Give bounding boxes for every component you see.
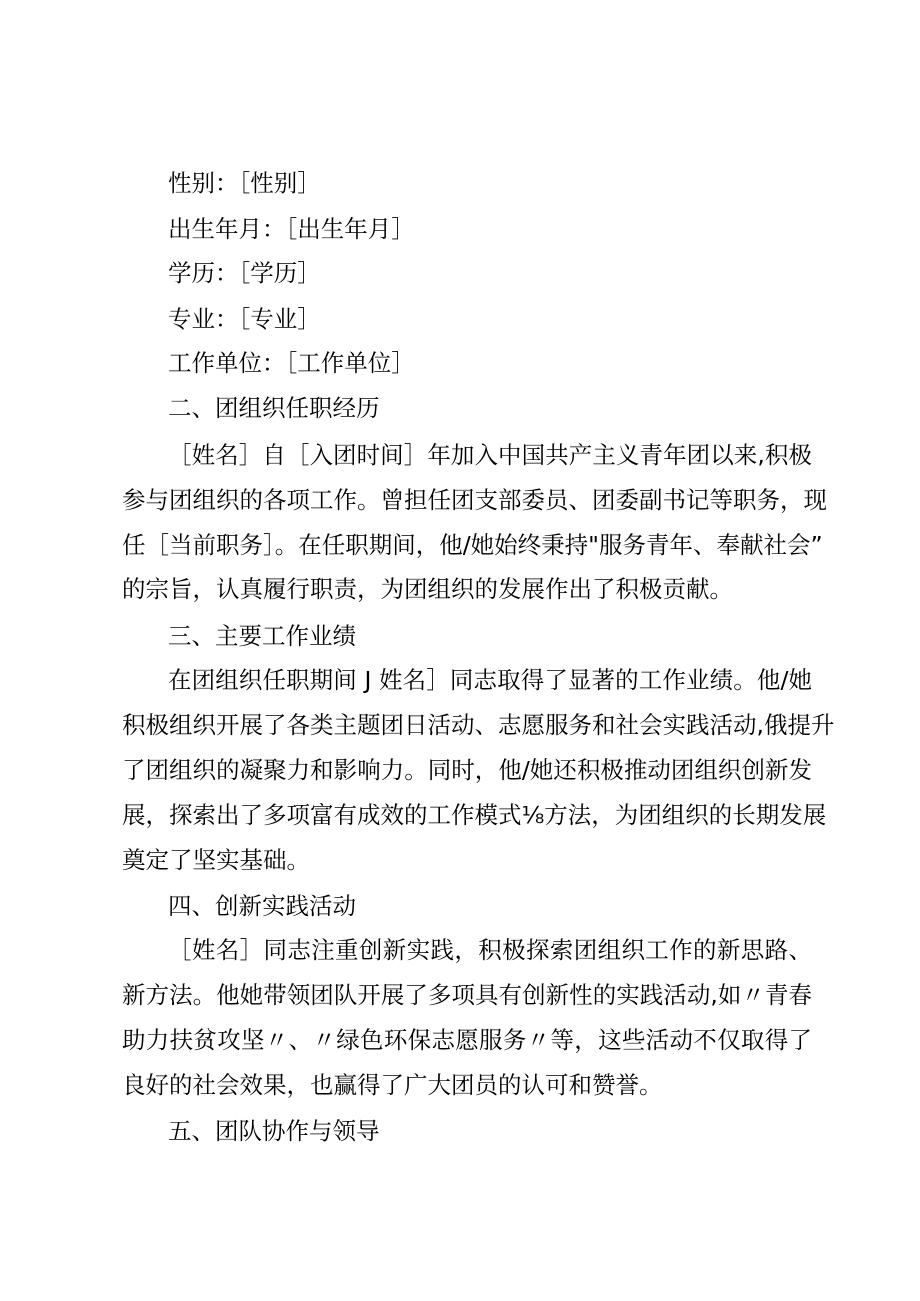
- paragraph-line: ［姓名］同志注重创新实践，积极探索团组织工作的新思路、: [168, 936, 812, 964]
- paragraph-line: 新方法。他她带领团队开展了多项具有创新性的实践活动,如〃青春: [122, 981, 812, 1009]
- paragraph-line: 的宗旨，认真履行职责，为团组织的发展作出了积极贡献。: [122, 575, 733, 603]
- section-heading-4: 四、创新实践活动: [168, 892, 356, 920]
- paragraph-line: 奠定了坚实基础。: [122, 846, 310, 874]
- section-heading-2: 二、团组织任职经历: [168, 394, 380, 422]
- paragraph-line: 展，探索出了多项富有成效的工作模式⅛方法，为团组织的长期发展: [122, 801, 827, 829]
- field-workplace: 工作单位：［工作单位］: [168, 349, 415, 377]
- paragraph-line: 积极组织开展了各类主题团日活动、志愿服务和社会实践活动,俄提升: [122, 711, 835, 739]
- field-gender: 性别：［性别］: [168, 169, 321, 197]
- section-heading-3: 三、主要工作业绩: [168, 622, 356, 650]
- field-birth: 出生年月：［出生年月］: [168, 215, 415, 243]
- field-major: 专业：［专业］: [168, 305, 321, 333]
- paragraph-line: 良好的社会效果，也赢得了广大团员的认可和赞誉。: [122, 1071, 663, 1099]
- paragraph-line: 任［当前职务］。在任职期间，他/她始终秉持"服务青年、奉献社会”: [122, 531, 823, 559]
- paragraph-line: 助力扶贫攻坚〃、〃绿色环保志愿服务〃等，这些活动不仅取得了: [122, 1026, 812, 1054]
- section-heading-5: 五、团队协作与领导: [168, 1117, 380, 1145]
- paragraph-line: 了团组织的凝聚力和影响力。同时，他/她还积极推动团组织创新发: [122, 756, 812, 784]
- paragraph-line: 参与团组织的各项工作。曾担任团支部委员、团委副书记等职务，现: [122, 486, 827, 514]
- paragraph-line: ［姓名］自［入团时间］年加入中国共产主义青年团以来,积极: [168, 441, 812, 469]
- field-education: 学历：［学历］: [168, 259, 321, 287]
- paragraph-line: 在团组织任职期间 J 姓名］同志取得了显著的工作业绩。他/她: [168, 666, 812, 694]
